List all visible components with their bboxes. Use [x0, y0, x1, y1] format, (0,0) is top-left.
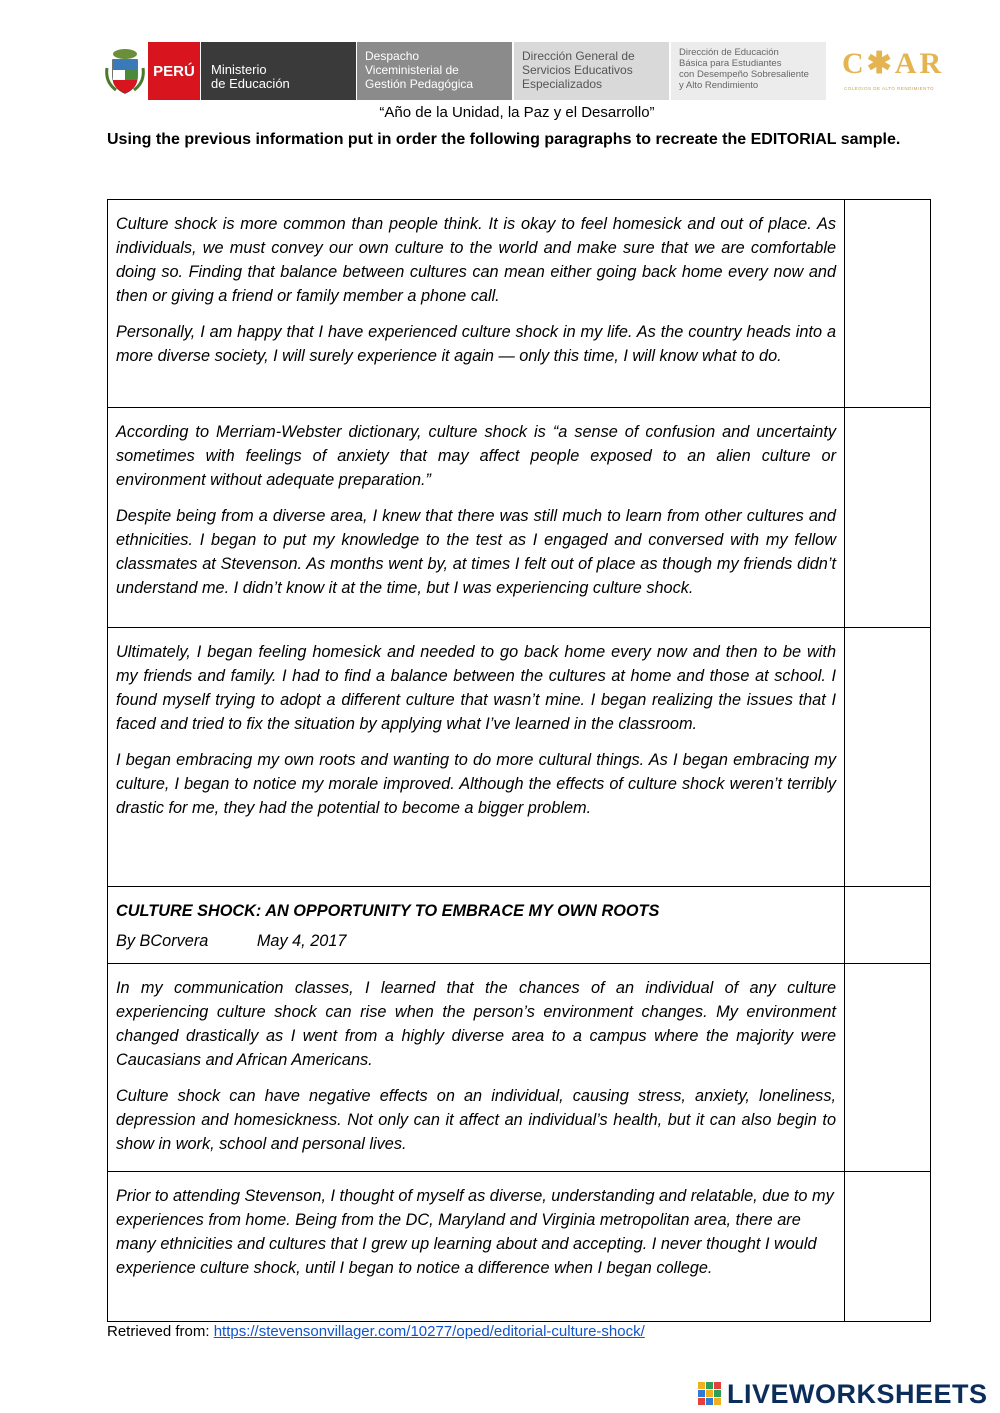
editorial-title: CULTURE SHOCK: AN OPPORTUNITY TO EMBRACE MY OWN ROOTS	[116, 902, 660, 920]
order-number-box[interactable]	[845, 964, 931, 1172]
table-row	[108, 964, 931, 1172]
publish-date: May 4, 2017	[256, 932, 347, 950]
liveworksheets-wordmark: LIVEWORKSHEETS	[727, 1378, 988, 1409]
despacho-line-2: Viceministerial de	[365, 63, 459, 77]
despacho-line-1: Despacho	[365, 49, 420, 63]
dgse-line-3: Especializados	[522, 77, 603, 91]
table-row	[108, 200, 931, 408]
source-link[interactable]: https://stevensonvillager.com/10277/oped/editorial-culture-shock/	[213, 1323, 645, 1340]
coar-logo-text: C✱AR	[842, 47, 945, 80]
author: By BCorvera	[116, 932, 209, 950]
peru-logo: PERÚ	[148, 42, 200, 100]
deb-logo	[671, 42, 826, 100]
paragraph: Culture shock is more common than people think. It is okay to feel homesick and out of place. As individuals, we must convey our own culture to the world and make sure that we are comfortable doing so. Finding that balance between cultures can mean either going back home every now and then or giving a friend or family member a phone call.	[116, 215, 836, 305]
deb-line-3: con Desempeño Sobresaliente	[679, 69, 809, 80]
dgse-logo	[514, 42, 669, 100]
paragraph: Culture shock can have negative effects on an individual, causing stress, anxiety, loneliness, depression and homesickness. Not only can it affect an individual’s health, but it can also begin to show in work, school and personal lives.	[116, 1087, 836, 1153]
paragraph: In my communication classes, I learned that the chances of an individual of any culture experiencing culture shock can rise when the person’s environment changes. My environment changed drastically as I went from a highly diverse area to a campus where the majority were Caucasians and African Americans.	[116, 979, 836, 1069]
coar-logo-subtitle: COLEGIOS DE ALTO RENDIMIENTO	[844, 86, 935, 91]
ministry-line-2: de Educación	[211, 76, 290, 91]
byline	[116, 929, 836, 953]
liveworksheets-brand	[697, 1378, 988, 1410]
deb-line-4: y Alto Rendimiento	[679, 80, 759, 91]
despacho-line-3: Gestión Pedagógica	[365, 77, 474, 91]
header-logo-bar	[0, 42, 1000, 100]
source-citation	[107, 1323, 645, 1340]
table-row	[108, 628, 931, 887]
table-row	[108, 1172, 931, 1322]
dgse-line-2: Servicios Educativos	[522, 63, 633, 77]
paragraph: Despite being from a diverse area, I knew that there was still much to learn from other cultures and ethnicities. I began to put my knowledge to the test as I engaged and conversed with my fellow classmates at Stevenson. As months went by, at times I felt out of place as though my friends didn’t understand me. I didn’t know it at the time, but I was experiencing culture shock.	[116, 507, 836, 597]
table-row	[108, 408, 931, 628]
table-row	[108, 887, 931, 964]
paragraph-cell	[108, 964, 845, 1172]
paragraph: According to Merriam-Webster dictionary, culture shock is “a sense of confusion and uncertainty sometimes with feelings of anxiety that may affect people exposed to an alien culture or environment without adequate preparation.”	[116, 423, 836, 489]
order-number-box[interactable]	[845, 408, 931, 628]
ministry-logo	[201, 42, 356, 100]
despacho-logo	[357, 42, 512, 100]
order-number-box[interactable]	[845, 1172, 931, 1322]
year-motto: “Año de la Unidad, la Paz y el Desarrollo”	[379, 104, 655, 121]
ministry-line-1: Ministerio	[211, 62, 267, 77]
paragraph-cell	[108, 1172, 845, 1322]
paragraph: I began embracing my own roots and wanting to do more cultural things. As I began embracing my culture, I began to notice my morale improved. Although the effects of culture shock weren’t terribly drastic for me, they had the potential to become a bigger problem.	[116, 751, 836, 817]
paragraph: Personally, I am happy that I have experienced culture shock in my life. As the country heads into a more diverse society, I will surely experience it again — only this time, I will know what to do.	[116, 323, 836, 365]
paragraph-cell	[108, 408, 845, 628]
liveworksheets-logo-icon	[697, 1380, 723, 1408]
deb-line-2: Básica para Estudiantes	[679, 58, 782, 69]
dgse-line-1: Dirección General de	[522, 49, 635, 63]
order-number-box[interactable]	[845, 887, 931, 964]
paragraph-cell	[108, 628, 845, 887]
paragraph: Prior to attending Stevenson, I thought of myself as diverse, understanding and relatable, due to my experiences from home. Being from the DC, Maryland and Virginia metropolitan area, there are many ethnicities and cultures that I grew up learning about and accepting. I never thought I would experience culture shock, until I began to notice a difference when I began college.	[116, 1187, 834, 1277]
paragraph-ordering-table	[107, 199, 931, 1322]
order-number-box[interactable]	[845, 200, 931, 408]
deb-line-1: Dirección de Educación	[679, 47, 779, 58]
retrieved-label: Retrieved from:	[107, 1323, 214, 1340]
paragraph-cell	[108, 200, 845, 408]
instruction-text: Using the previous information put in order the following paragraphs to recreate the EDITORIAL sample.	[107, 131, 901, 148]
paragraph: Ultimately, I began feeling homesick and needed to go back home every now and then to be with my friends and family. I had to find a balance between the cultures at home and those at school. I found myself trying to adopt a different culture that wasn’t mine. I began realizing the issues that I faced and tried to fix the situation by applying what I’ve learned in the classroom.	[116, 643, 836, 733]
coar-logo	[842, 46, 957, 96]
coat-of-arms-icon	[104, 46, 146, 96]
order-number-box[interactable]	[845, 628, 931, 887]
title-cell	[108, 887, 845, 964]
